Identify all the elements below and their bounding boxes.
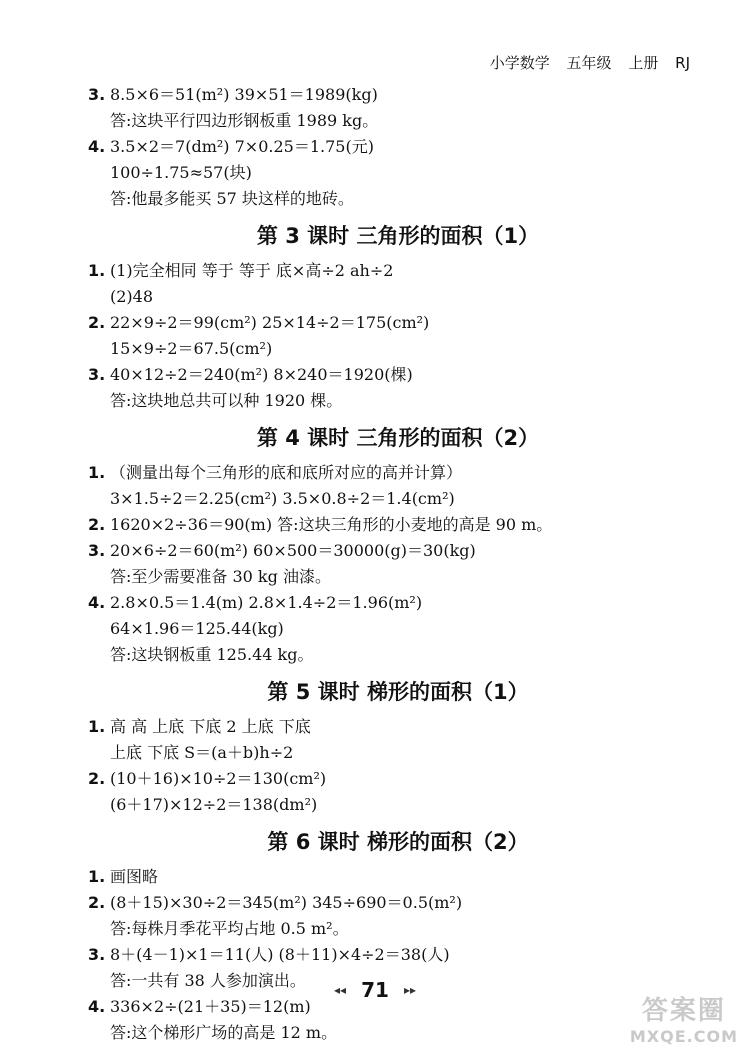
- answer-text: (6＋17)×12÷2＝138(dm²): [110, 795, 318, 814]
- answer-line: [88, 284, 708, 310]
- section-title: 第 3 课时 三角形的面积（1）: [256, 224, 540, 248]
- section-title: 第 6 课时 梯形的面积（2）: [267, 830, 529, 854]
- page-header: [478, 52, 690, 73]
- answer-text: 100÷1.75≈57(块): [110, 163, 252, 182]
- answer-line: [88, 310, 708, 336]
- answer-text: 20×6÷2＝60(m²) 60×500＝30000(g)＝30(kg): [110, 541, 476, 560]
- section-title: 第 5 课时 梯形的面积（1）: [267, 680, 529, 704]
- answer-content: [88, 82, 708, 1046]
- answer-line: [88, 1020, 708, 1046]
- answer-text: 答:这块钢板重 125.44 kg。: [110, 645, 314, 664]
- answer-text: 画图略: [110, 867, 159, 886]
- answer-text: 答:一共有 38 人参加演出。: [110, 971, 306, 990]
- question-number: 1.: [88, 261, 106, 280]
- answer-line: [88, 336, 708, 362]
- question-number: 4.: [88, 593, 106, 612]
- answer-text: 高 高 上底 下底 2 上底 下底: [110, 717, 311, 736]
- header-grade: 五年级: [566, 54, 612, 72]
- watermark-title: 答案圈: [641, 996, 726, 1026]
- answer-text: 3.5×2＝7(dm²) 7×0.25＝1.75(元): [110, 137, 374, 156]
- answer-text: 答:他最多能买 57 块这样的地砖。: [110, 189, 354, 208]
- answer-line: [88, 460, 708, 486]
- answer-text: 上底 下底 S＝(a＋b)h÷2: [110, 743, 294, 762]
- header-subject: 小学数学: [489, 54, 550, 72]
- answer-text: 3×1.5÷2＝2.25(cm²) 3.5×0.8÷2＝1.4(cm²): [110, 489, 455, 508]
- answer-line: [88, 890, 708, 916]
- question-number: 2.: [88, 515, 106, 534]
- answer-line: [88, 362, 708, 388]
- answer-text: 22×9÷2＝99(cm²) 25×14÷2＝175(cm²): [110, 313, 430, 332]
- answer-line: [88, 616, 708, 642]
- answer-text: （测量出每个三角形的底和底所对应的高并计算）: [110, 463, 463, 482]
- answer-line: [88, 160, 708, 186]
- answer-text: (8＋15)×30÷2＝345(m²) 345÷690＝0.5(m²): [110, 893, 463, 912]
- answer-line: [88, 766, 708, 792]
- question-number: 3.: [88, 365, 106, 384]
- answer-line: [88, 538, 708, 564]
- answer-text: 8＋(4－1)×1＝11(人) (8＋11)×4÷2＝38(人): [110, 945, 450, 964]
- question-number: 2.: [88, 313, 106, 332]
- answer-line: [88, 134, 708, 160]
- question-number: 3.: [88, 945, 106, 964]
- section-title: 第 4 课时 三角形的面积（2）: [256, 426, 540, 450]
- watermark-site: MXQE.COM: [629, 1027, 738, 1046]
- prev-arrows-icon: ◂◂: [333, 983, 346, 997]
- question-number: 1.: [88, 463, 106, 482]
- page-number: 71: [361, 978, 389, 1002]
- answer-line: [88, 486, 708, 512]
- question-number: 1.: [88, 717, 106, 736]
- next-arrows-icon: ▸▸: [404, 983, 417, 997]
- question-number: 2.: [88, 893, 106, 912]
- question-number: 3.: [88, 541, 106, 560]
- answer-line: [88, 642, 708, 668]
- question-number: 4.: [88, 997, 106, 1016]
- header-edition: RJ: [675, 54, 690, 72]
- answer-text: 40×12÷2＝240(m²) 8×240＝1920(棵): [110, 365, 413, 384]
- answer-text: 答:每株月季花平均占地 0.5 m²。: [110, 919, 349, 938]
- answer-text: 8.5×6＝51(m²) 39×51＝1989(kg): [110, 85, 378, 104]
- answer-line: [88, 186, 708, 212]
- question-number: 3.: [88, 85, 106, 104]
- answer-line: [88, 258, 708, 284]
- answer-line: [88, 564, 708, 590]
- answer-text: 336×2÷(21＋35)＝12(m): [110, 997, 311, 1016]
- watermark-logo: [630, 990, 738, 1046]
- answer-line: [88, 512, 708, 538]
- answer-text: (10＋16)×10÷2＝130(cm²): [110, 769, 327, 788]
- answer-text: 1620×2÷36＝90(m) 答:这块三角形的小麦地的高是 90 m。: [110, 515, 553, 534]
- header-volume: 上册: [628, 54, 659, 72]
- answer-line: [88, 388, 708, 414]
- answer-text: 答:这块地总共可以种 1920 棵。: [110, 391, 343, 410]
- answer-line: [88, 714, 708, 740]
- answer-line: [88, 864, 708, 890]
- answer-line: [88, 82, 708, 108]
- answer-text: 15×9÷2＝67.5(cm²): [110, 339, 273, 358]
- answer-line: [88, 942, 708, 968]
- answer-line: [88, 590, 708, 616]
- answer-text: 答:这个梯形广场的高是 12 m。: [110, 1023, 338, 1042]
- answer-text: (2)48: [110, 287, 154, 306]
- question-number: 4.: [88, 137, 106, 156]
- answer-text: 64×1.96＝125.44(kg): [110, 619, 284, 638]
- question-number: 2.: [88, 769, 106, 788]
- answer-line: [88, 792, 708, 818]
- answer-line: [88, 740, 708, 766]
- answer-line: [88, 916, 708, 942]
- answer-text: 答:至少需要准备 30 kg 油漆。: [110, 567, 331, 586]
- answer-text: 2.8×0.5＝1.4(m) 2.8×1.4÷2＝1.96(m²): [110, 593, 423, 612]
- question-number: 1.: [88, 867, 106, 886]
- answer-text: 答:这块平行四边形钢板重 1989 kg。: [110, 111, 379, 130]
- answer-text: (1)完全相同 等于 等于 底×高÷2 ah÷2: [110, 261, 394, 280]
- answer-line: [88, 108, 708, 134]
